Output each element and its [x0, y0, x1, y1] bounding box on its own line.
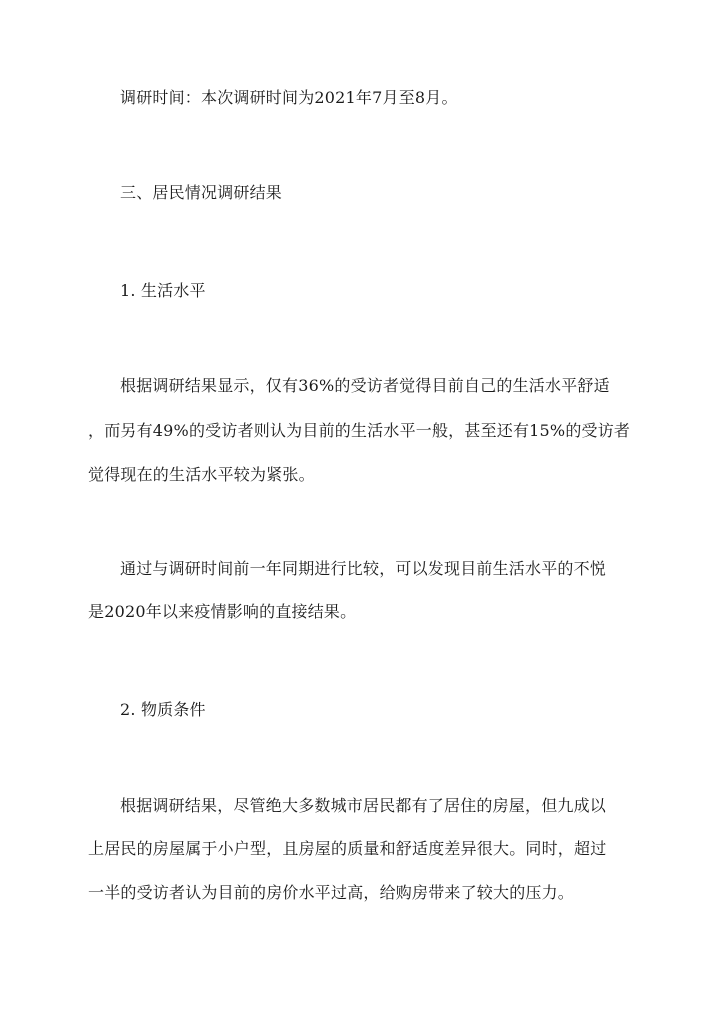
paragraph-line: 根据调研结果，尽管绝大多数城市居民都有了居住的房屋，但九成以: [120, 796, 607, 815]
section-heading-residents: 三、居民情况调研结果: [120, 183, 283, 202]
paragraph-line: 根据调研结果显示，仅有36%的受访者觉得目前自己的生活水平舒适: [120, 376, 610, 395]
paragraph-line: 上居民的房屋属于小户型，且房屋的质量和舒适度差异很大。同时，超过: [88, 839, 607, 858]
paragraph-line: 通过与调研时间前一年同期进行比较，可以发现目前生活水平的不悦: [120, 559, 607, 578]
paragraph-line: ，而另有49%的受访者则认为目前的生活水平一般，甚至还有15%的受访者: [88, 421, 631, 440]
subheading-living-standard: 1. 生活水平: [120, 281, 206, 300]
paragraph-line: 是2020年以来疫情影响的直接结果。: [88, 602, 357, 621]
survey-time-paragraph: 调研时间：本次调研时间为2021年7月至8月。: [120, 88, 458, 107]
subheading-material-conditions: 2. 物质条件: [120, 700, 206, 719]
paragraph-line: 一半的受访者认为目前的房价水平过高，给购房带来了较大的压力。: [88, 883, 575, 902]
paragraph-line: 觉得现在的生活水平较为紧张。: [88, 465, 315, 484]
